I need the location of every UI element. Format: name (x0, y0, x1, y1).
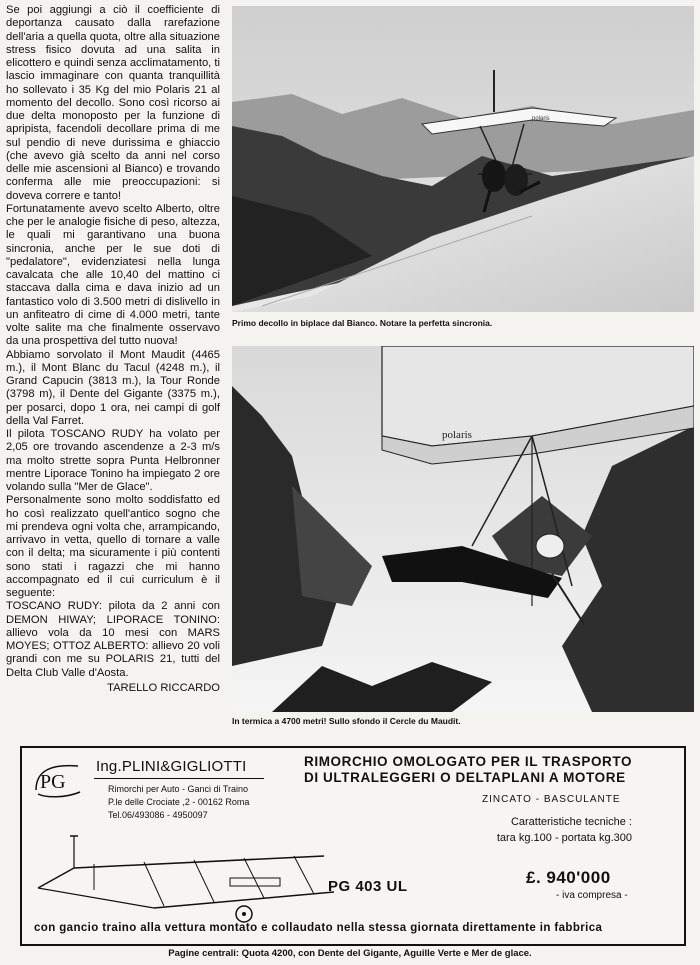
spec-title: Caratteristiche tecniche : (510, 816, 632, 828)
glider-label: polaris (442, 429, 472, 441)
company-description: Rimorchi per Auto - Ganci di Traino (108, 784, 249, 794)
spec-values: tara kg.100 - portata kg.300 (496, 832, 632, 844)
pg-logo (32, 760, 84, 800)
article-column (6, 4, 220, 695)
trailer-advertisement (20, 746, 686, 946)
company-phone: Tel.06/493086 - 4950097 (108, 810, 208, 820)
article-paragraph: Fortunatamente avevo scelto Alberto, oltre che per le analogie fisiche di peso, altezza, le quali mi garantivano una buona sincronia, anche per le sue doti di "pedalatore", evidenziatesi nella lunga cavalcata che alle 10,40 del mattino ci staccava dalla cima e dava inizio ad un fantastico volo di 3.500 metri di dislivello in un anfiteatro di cime di 4.000 metri, tante volte salite ma che finalmente osservavo da una prospettiva del tutto nuova! (6, 202, 220, 348)
company-address: P.le delle Crociate ,2 - 00162 Roma (108, 797, 250, 807)
photo-takeoff (232, 6, 694, 312)
article-paragraph: TOSCANO RUDY: pilota da 2 anni con DEMON HIWAY; LIPORACE TONINO: allievo vola da 10 mesi con MARS MOYES; OTTOZ ALBERTO: allievo 20 voli grandi con me su POLARIS 21, tutti del Delta Club Valle d'Aosta. (6, 600, 220, 679)
photo-takeoff-image (232, 6, 694, 312)
article-paragraph: Abbiamo sorvolato il Mont Maudit (4465 m.), il Mont Blanc du Tacul (4248 m.), il Grand Capucin (3813 m.), la Tour Ronde (3798 m), il Dente del Gigante (3375 m.), per posarci, dopo 1 ora, nei campi di golf della Val Farret. (6, 348, 220, 427)
photo-caption: In termica a 4700 metri! Sullo sfondo il Cercle du Maudit. (232, 716, 461, 726)
article-signature: TARELLO RICCARDO (107, 681, 220, 694)
photo-thermal (232, 346, 694, 712)
ad-footer-note: con gancio traino alla vettura montato e collaudato nella stessa giornata direttamente in fabbrica (34, 922, 603, 934)
vat-note: - iva compresa - (556, 890, 628, 901)
article-paragraph: Se poi aggiungi a ciò il coefficiente di deportanza causato dalla rarefazione dell'aria a quella quota, oltre alla situazione stress fisico dovuta ad una salita in elicottero e quindi senza acclimatamento, ti lascio immaginare con quanta tranquillità ho sollevato i 35 Kg del mio Polaris 21 al momento del decollo. Sono così ricorso ai due delta monoposto per la funzione di apripista, facendoli decollare prima di me sul pendio di neve durissima e ghiaccio (che avevo già scelto da anni nel corso delle mie ascensioni al Bianco) e trovando conferma alle mie preoccupazioni: si doveva correre e tanto! (6, 4, 220, 202)
company-underline (94, 778, 264, 779)
ad-headline: RIMORCHIO OMOLOGATO PER IL TRASPORTO (304, 754, 633, 769)
ad-headline: DI ULTRALEGGERI O DELTAPLANI A MOTORE (304, 770, 626, 785)
ad-features: ZINCATO - BASCULANTE (482, 794, 621, 805)
article-paragraph: Personalmente sono molto soddisfatto ed ho così realizzato quell'antico sogno che mi prendeva ogni volta che, arrampicando, arrivavo in vetta, quello di tornare a valle con il delta; ma sicuramente i più contenti sono stati i ragazzi che mi hanno accompagnato ed il cui curriculum è il seguente: (6, 494, 220, 599)
logo-letters: PG (40, 771, 66, 793)
center-pages-caption: Pagine centrali: Quota 4200, con Dente del Gigante, Aguille Verte e Mer de glace. (168, 948, 532, 959)
glider-label: polaris (532, 116, 550, 122)
company-name: Ing.PLINI&GIGLIOTTI (96, 758, 247, 775)
trailer-model: PG 403 UL (328, 878, 408, 895)
photo-caption: Primo decollo in biplace dal Bianco. Notare la perfetta sincronia. (232, 318, 493, 328)
trailer-drawing (34, 828, 334, 923)
trailer-price: £. 940'000 (526, 868, 611, 887)
article-paragraph: Il pilota TOSCANO RUDY ha volato per 2,05 ore trovando ascendenze a 2-3 m/s ma molto strette sopra Punta Helbronner mentre Liporace Tonino ha impiegato 2 ore volando sulla "Mer de Glace". (6, 428, 220, 493)
photo-thermal-image (232, 346, 694, 712)
